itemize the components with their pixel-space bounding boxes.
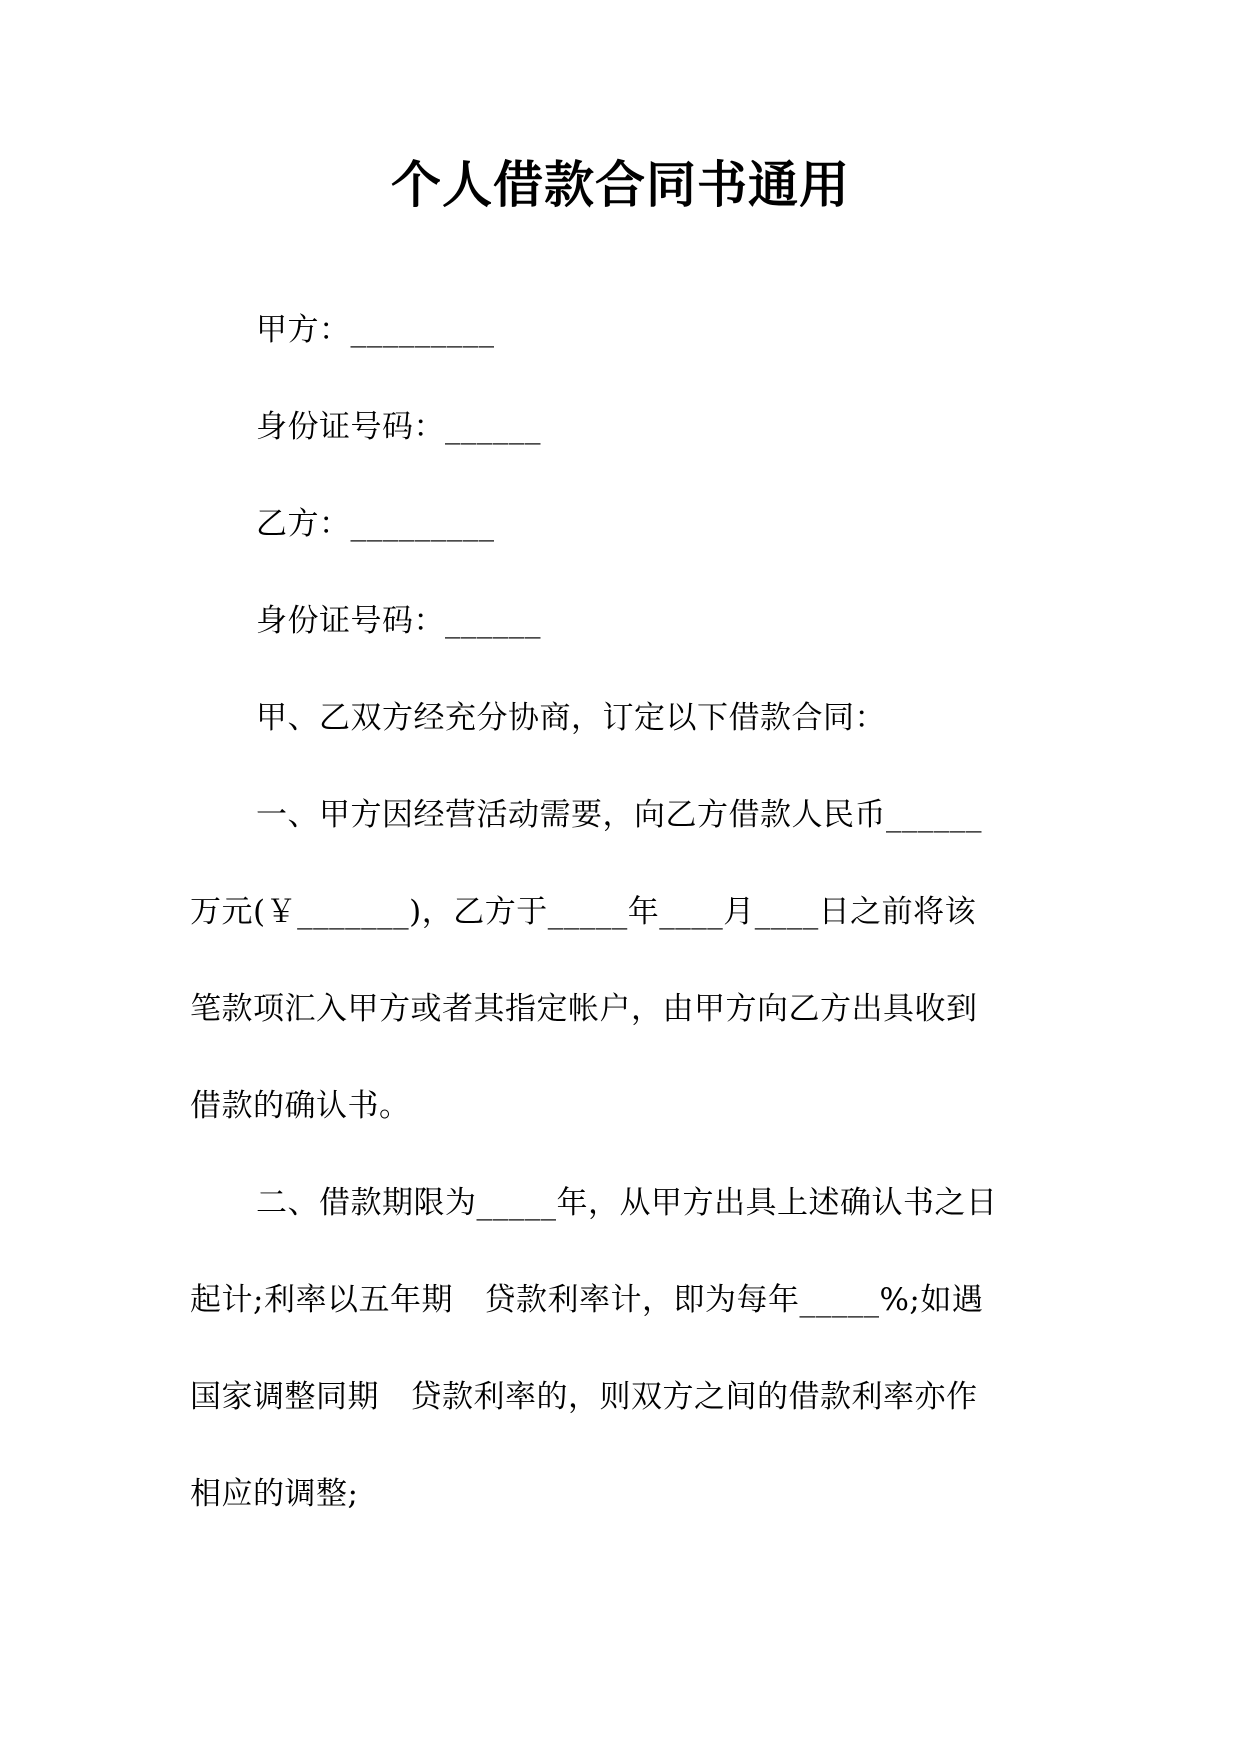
clause-1-line-1: 一、甲方因经营活动需要，向乙方借款人民币______: [256, 797, 982, 833]
clause-1-line-4: 借款的确认书。: [190, 1088, 411, 1124]
clause-2-line-4: 相应的调整;: [190, 1476, 359, 1512]
clause-2-line-1: 二、借款期限为_____年，从甲方出具上述确认书之日: [256, 1185, 998, 1221]
clause-1-line-2: 万元(￥_______)，乙方于_____年____月____日之前将该: [190, 894, 977, 930]
party-a-line: 甲方：_________: [256, 312, 495, 348]
party-b-id-line: 身份证号码：______: [256, 603, 541, 639]
clause-1-line-3: 笔款项汇入甲方或者其指定帐户，由甲方向乙方出具收到: [190, 991, 978, 1027]
document-title: 个人借款合同书通用: [391, 155, 850, 214]
party-a-id-line: 身份证号码：______: [256, 409, 541, 445]
party-b-line: 乙方：_________: [256, 506, 495, 542]
agreement-intro: 甲、乙双方经充分协商，订定以下借款合同：: [256, 700, 886, 736]
clause-2-line-3: 国家调整同期 贷款利率的，则双方之间的借款利率亦作: [190, 1379, 978, 1415]
clause-2-line-2: 起计;利率以五年期 贷款利率计，即为每年_____%;如遇: [190, 1282, 984, 1318]
